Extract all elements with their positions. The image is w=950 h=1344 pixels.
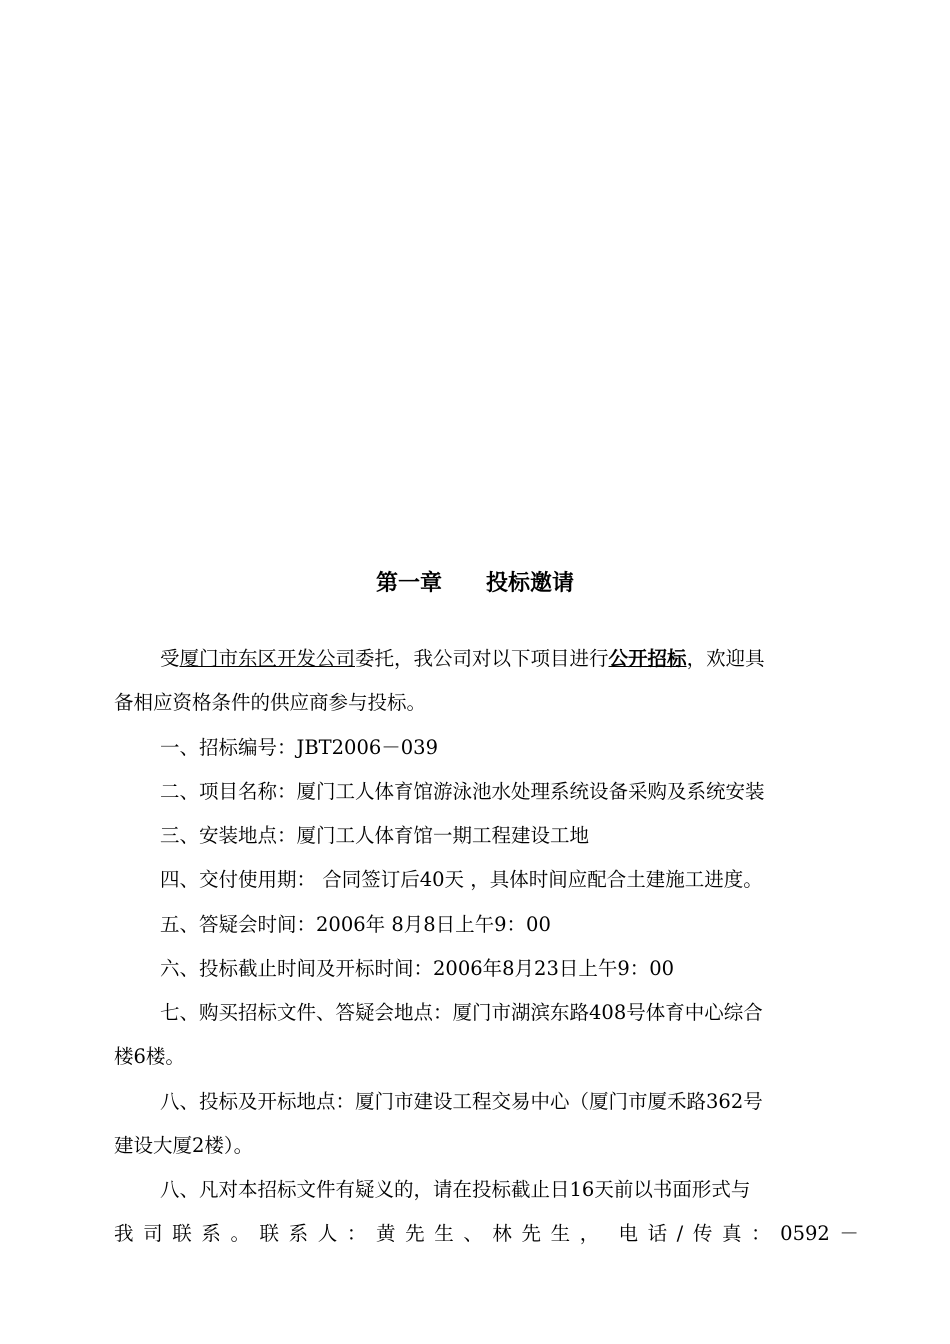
contact-glyph: 0592 [780,1222,830,1245]
intro-middle: 委托，我公司对以下项目进行 [355,647,609,670]
item-purchase-location-line-2: 楼6楼。 [114,1045,185,1068]
bid-type: 公开招标 [608,647,687,670]
item-bid-number: 一、招标编号：JBT2006－039 [160,736,438,759]
contact-glyph: 系 [201,1222,221,1245]
commissioning-entity: 厦门市东区开发公司 [179,647,356,670]
contact-glyph: 司 [143,1222,163,1245]
item-qa-meeting-time: 五、答疑会时间：2006年 8月8日上午9：00 [160,913,551,936]
item-opening-location-line-2: 建设大厦2楼）。 [114,1134,254,1157]
contact-glyph: 电 [618,1222,638,1245]
item-purchase-location-line-1: 七、购买招标文件、答疑会地点：厦门市湖滨东路408号体育中心综合 [160,1001,763,1024]
contact-glyph: 生 [550,1222,571,1245]
item-delivery-period: 四、交付使用期： 合同签订后40天 ，具体时间应配合土建施工进度。 [160,868,763,891]
intro-paragraph-line-2: 备相应资格条件的供应商参与投标。 [114,691,427,714]
contact-glyph: / [676,1222,684,1245]
intro-prefix: 受 [160,647,180,670]
item-install-location: 三、安装地点：厦门工人体育馆一期工程建设工地 [160,824,590,847]
contact-glyph: 真 [721,1222,742,1245]
contact-glyph: 先 [521,1222,542,1245]
contact-glyph: 、 [463,1222,483,1245]
contact-glyph: ， [579,1222,600,1245]
contact-glyph: 林 [492,1222,512,1245]
intro-paragraph-line-1 [160,641,859,677]
intro-suffix: ，欢迎具 [686,647,765,670]
chapter-title: 第一章 投标邀请 [375,571,574,596]
contact-glyph: 我 [114,1222,134,1245]
item-opening-location-line-1: 八、投标及开标地点：厦门市建设工程交易中心（厦门市厦禾路362号 [160,1090,763,1113]
contact-glyph: 。 [230,1222,250,1245]
contact-glyph: 联 [259,1222,280,1245]
item-deadline-time: 六、投标截止时间及开标时间：2006年8月23日上午9：00 [160,957,675,980]
contact-glyph: 人 [317,1222,338,1245]
item-queries-line-1: 八、凡对本招标文件有疑义的，请在投标截止日16天前以书面形式与 [160,1178,751,1201]
contact-glyph: 黄 [375,1222,396,1245]
contact-glyph: 话 [647,1222,668,1245]
contact-glyph: 先 [405,1222,425,1245]
contact-glyph: 生 [434,1222,454,1245]
contact-glyph: ： [346,1222,367,1245]
item-queries-line-2 [114,1216,859,1252]
item-project-name: 二、项目名称：厦门工人体育馆游泳池水处理系统设备采购及系统安装 [160,780,765,803]
contact-glyph: 传 [692,1222,713,1245]
contact-glyph: ： [751,1222,771,1245]
contact-glyph: 系 [288,1222,309,1245]
contact-glyph: 联 [172,1222,192,1245]
contact-glyph: － [839,1222,859,1245]
